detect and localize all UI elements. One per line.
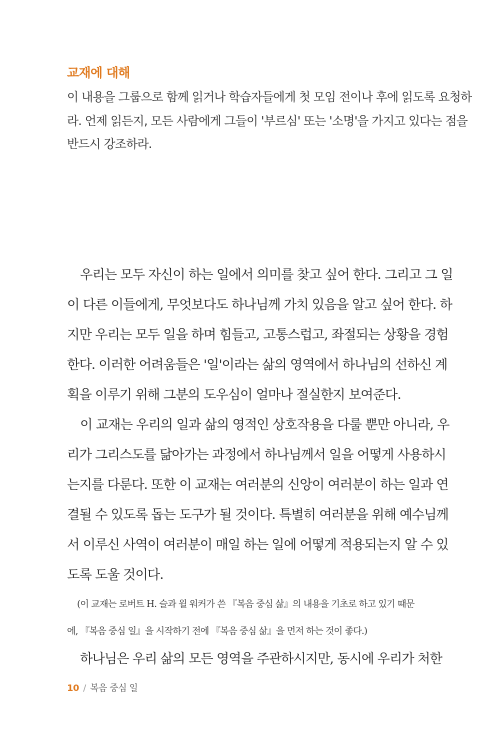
paragraph-line: 이 교재는 우리의 일과 삶의 영적인 상호작용을 다룰 뿐만 아니라, 우 — [80, 418, 450, 433]
notice-line: 이 내용을 그룹으로 함께 읽거나 학습자들에게 첫 모임 전이나 후에 읽도록 요청하 — [67, 90, 472, 104]
paragraph-line: 지만 우리는 모두 일을 하며 힘들고, 고통스럽고, 좌절되는 상황을 경험 — [67, 328, 449, 343]
notice-line: 라. 언제 읽든지, 모든 사람에게 그들이 '부르심' 또는 '소명'을 가지고 있다는 점을 — [67, 113, 468, 128]
footer-separator: / — [83, 684, 86, 694]
paragraph-line: 리가 그리스도를 닮아가는 과정에서 하나님께서 일을 어떻게 사용하시 — [67, 448, 446, 463]
paragraph-line: 결될 수 있도록 돕는 도구가 될 것이다. 특별히 여러분을 위해 예수님께 — [67, 508, 449, 523]
paragraph-line: 는지를 다룬다. 또한 이 교재는 여러분의 신앙이 여러분이 하는 일과 연 — [67, 478, 449, 493]
paragraph-line: 도록 도울 것이다. — [67, 568, 164, 583]
notice-body — [67, 86, 472, 157]
running-title: 복음 중심 일 — [89, 684, 138, 694]
notice-title: 교재에 대해 — [67, 65, 130, 80]
paragraph-line: 이 다른 이들에게, 무엇보다도 하나님께 가치 있음을 알고 싶어 한다. 하 — [67, 298, 452, 313]
paragraph-line: 서 이루신 사역이 여러분이 매일 하는 일에 어떻게 적용되는지 알 수 있 — [67, 538, 449, 553]
notice-line: 반드시 강조하라. — [67, 137, 152, 151]
paragraph-line: 획을 이루기 위해 그분의 도우심이 얼마나 절실한지 보여준다. — [67, 388, 401, 403]
main-body-text — [67, 261, 453, 675]
footnote-line: 에, 『복음 중심 일』을 시작하기 전에 『복음 중심 삶』을 먼저 하는 것이 좋다.) — [67, 626, 368, 637]
paragraph-line: 하나님은 우리 삶의 모든 영역을 주관하시지만, 동시에 우리가 처한 — [80, 652, 442, 667]
paragraph-line: 한다. 이러한 어려움들은 '일'이라는 삶의 영역에서 하나님의 선하신 계 — [67, 358, 448, 373]
paragraph-line: 우리는 모두 자신이 하는 일에서 의미를 찾고 싶어 한다. 그리고 그 일 — [80, 268, 453, 283]
page-footer — [67, 681, 138, 694]
page-number: 10 — [67, 684, 80, 694]
footnote-line: (이 교재는 로버트 H. 슬과 윌 워커가 쓴 『복음 중심 삶』의 내용을 기초로 하고 있기 때문 — [77, 599, 415, 610]
